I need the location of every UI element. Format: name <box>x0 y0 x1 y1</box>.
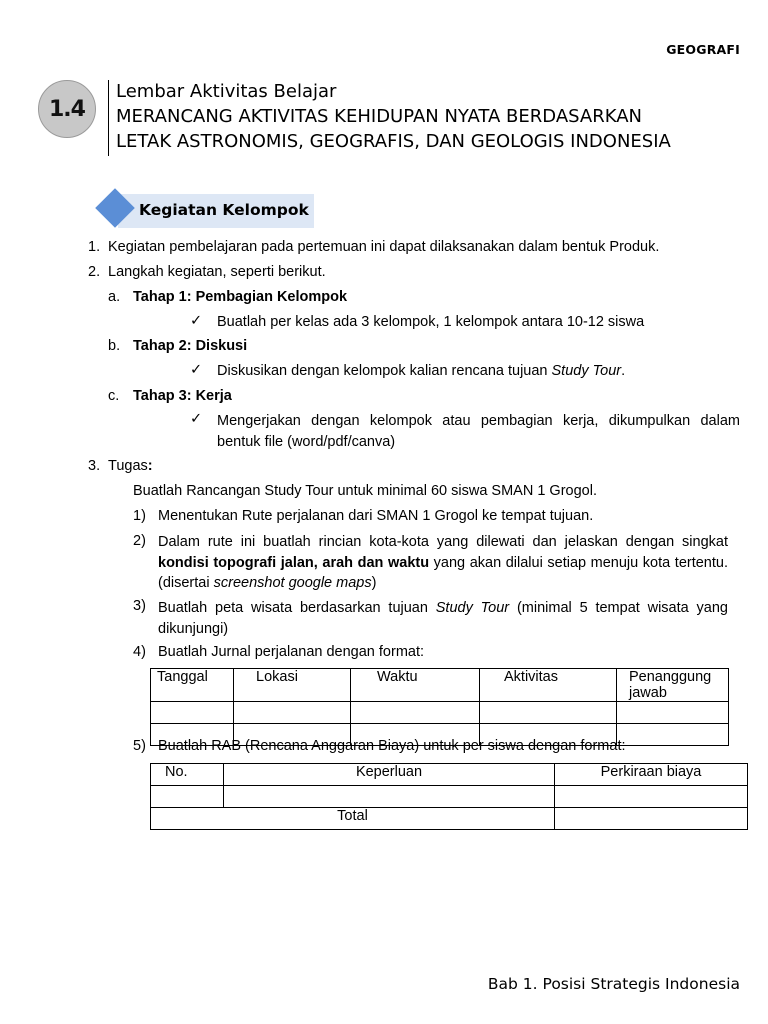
section-number-badge: 1.4 <box>38 80 96 138</box>
activity-heading <box>116 79 671 154</box>
table-cell[interactable] <box>234 702 351 724</box>
item-2-number: 2. <box>88 264 101 280</box>
task-2-text <box>158 532 728 594</box>
jurnal-col-penanggung-jawab: Penanggung jawab <box>617 669 729 702</box>
heading-line-2: MERANCANG AKTIVITAS KEHIDUPAN NYATA BERDASARKAN <box>116 106 642 127</box>
step-b-title: Tahap 2: Diskusi <box>133 338 248 354</box>
task-2-pre: Dalam rute ini buatlah rincian kota-kota yang dilewati dan jelaskan dengan singkat <box>158 534 728 550</box>
task-3-pre: Buatlah peta wisata berdasarkan tujuan <box>158 600 436 616</box>
task-2-post: ) <box>371 575 377 591</box>
tugas-intro: Buatlah Rancangan Study Tour untuk minimal 60 siswa SMAN 1 Grogol. <box>133 483 597 499</box>
step-b-text-em: Study Tour <box>551 363 622 379</box>
heading-divider <box>108 80 109 156</box>
item-1-text: Kegiatan pembelajaran pada pertemuan ini dapat dilaksanakan dalam bentuk Produk. <box>108 239 660 255</box>
table-row <box>151 702 729 724</box>
table-cell[interactable] <box>555 786 748 808</box>
step-b-text-pre: Diskusikan dengan kelompok kalian rencana tujuan <box>217 363 552 379</box>
task-5-text: Buatlah RAB (Rencana Anggaran Biaya) untuk per siswa dengan format: <box>158 738 626 754</box>
table-cell[interactable] <box>617 724 729 746</box>
task-3-post: (minimal 5 tempat wisata yang dikunjungi) <box>158 600 728 637</box>
rab-total-value[interactable] <box>555 808 748 830</box>
step-c-letter: c. <box>108 388 120 404</box>
table-cell[interactable] <box>151 702 234 724</box>
rab-total-label: Total <box>151 808 555 830</box>
task-2-bold: kondisi topografi jalan, arah dan waktu <box>158 554 430 571</box>
table-total-row <box>151 808 748 830</box>
table-header-row <box>151 669 729 702</box>
step-c-title: Tahap 3: Kerja <box>133 388 232 404</box>
task-2-em: screenshot google maps <box>213 575 372 591</box>
tugas-colon: : <box>147 458 153 474</box>
step-b-text-post: . <box>621 363 626 379</box>
item-3-number: 3. <box>88 458 101 474</box>
item-2-text: Langkah kegiatan, seperti berikut. <box>108 264 326 280</box>
task-3-number: 3) <box>133 598 146 614</box>
jurnal-col-waktu: Waktu <box>351 669 480 702</box>
task-4-text: Buatlah Jurnal perjalanan dengan format: <box>158 644 425 660</box>
step-a-letter: a. <box>108 289 121 305</box>
heading-line-3: LETAK ASTRONOMIS, GEOGRAFIS, DAN GEOLOGIS INDONESIA <box>116 131 671 152</box>
task-3-em: Study Tour <box>435 600 510 616</box>
task-5-number: 5) <box>133 738 146 754</box>
item-3-label <box>108 458 153 474</box>
jurnal-table <box>150 668 729 746</box>
table-cell[interactable] <box>351 702 480 724</box>
jurnal-col-lokasi: Lokasi <box>234 669 351 702</box>
rab-table <box>150 763 748 830</box>
tugas-label: Tugas <box>108 458 148 474</box>
check-icon: ✓ <box>190 411 203 427</box>
task-1-number: 1) <box>133 508 146 524</box>
step-b-text <box>217 363 625 379</box>
task-3-text <box>158 598 728 639</box>
heading-line-1: Lembar Aktivitas Belajar <box>116 81 337 102</box>
task-4-number: 4) <box>133 644 146 660</box>
table-cell[interactable] <box>617 702 729 724</box>
step-c-text: Mengerjakan dengan kelompok atau pembagian kerja, dikumpulkan dalam bentuk file (word/pdf/canva) <box>217 413 740 450</box>
jurnal-col-tanggal: Tanggal <box>151 669 234 702</box>
rab-col-no: No. <box>151 764 224 786</box>
step-a-title: Tahap 1: Pembagian Kelompok <box>133 289 348 305</box>
table-cell[interactable] <box>151 786 224 808</box>
task-2-number: 2) <box>133 533 146 549</box>
subject-label: GEOGRAFI <box>666 42 740 57</box>
rab-col-keperluan: Keperluan <box>224 764 555 786</box>
step-a-text: Buatlah per kelas ada 3 kelompok, 1 kelompok antara 10-12 siswa <box>217 314 645 330</box>
table-header-row <box>151 764 748 786</box>
check-icon: ✓ <box>190 362 203 378</box>
step-b-letter: b. <box>108 338 121 354</box>
rab-col-perkiraan-biaya: Perkiraan biaya <box>555 764 748 786</box>
kegiatan-title: Kegiatan Kelompok <box>139 201 309 219</box>
task-1-text: Menentukan Rute perjalanan dari SMAN 1 Grogol ke tempat tujuan. <box>158 508 594 524</box>
table-row <box>151 786 748 808</box>
table-cell[interactable] <box>480 702 617 724</box>
check-icon: ✓ <box>190 313 203 329</box>
page-footer: Bab 1. Posisi Strategis Indonesia <box>487 975 740 993</box>
item-1-number: 1. <box>88 239 101 255</box>
task-2-mid: yang akan dilalui setiap menuju kota tertentu. (disertai <box>158 554 728 591</box>
table-cell[interactable] <box>224 786 555 808</box>
jurnal-col-aktivitas: Aktivitas <box>480 669 617 702</box>
